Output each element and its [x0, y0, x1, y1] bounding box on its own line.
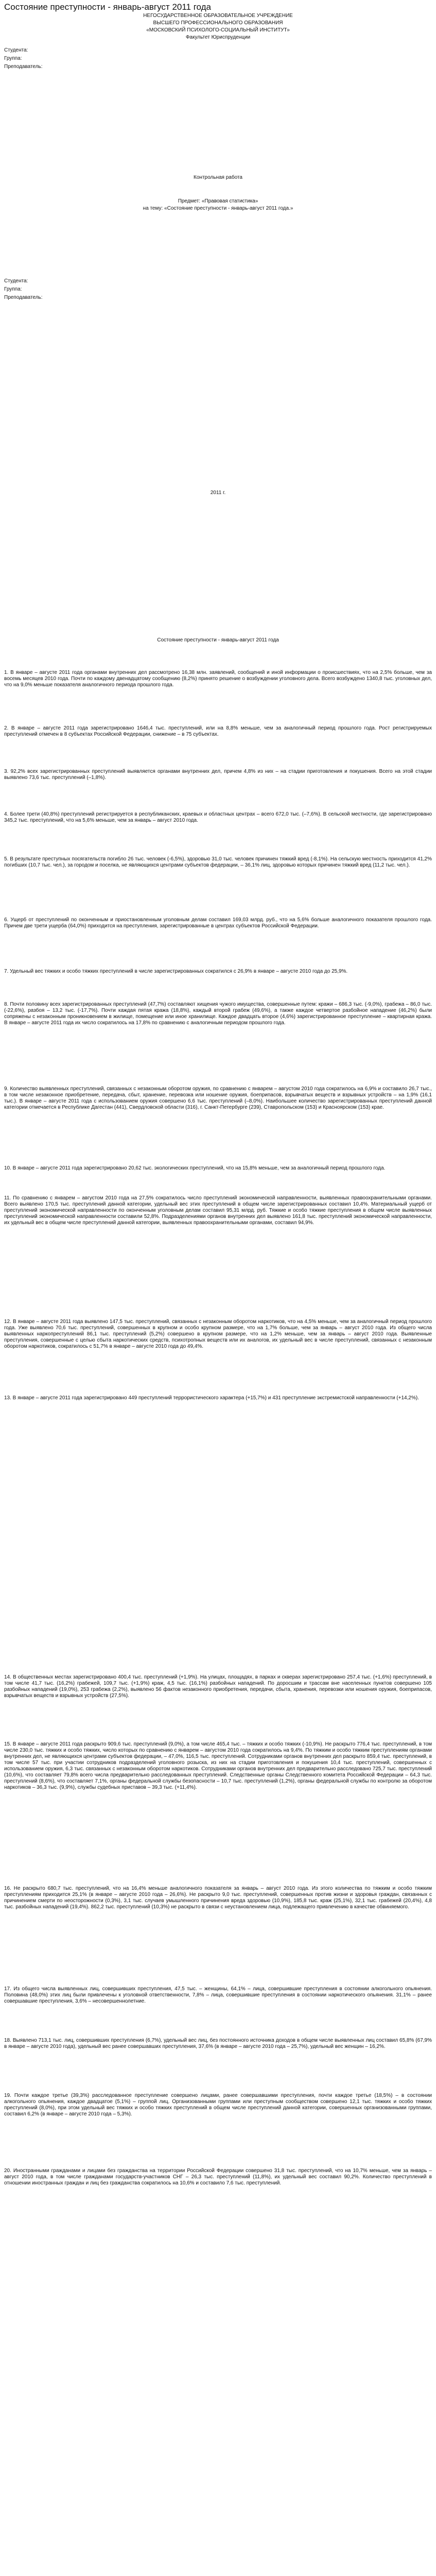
paragraph-6: 6. Ущерб от преступлений по оконченным и приостановленным уголовным делам составил 169,03 млрд. руб., что на 5,6% больше аналогичного показателя прошлого года. Причем две трети ущерба (64,0%) приходится на преступления, зарегистрированные в центрах субъектов Российской Федерации.: [4, 917, 432, 929]
paragraph-8: 8. Почти половину всех зарегистрированных преступлений (47,7%) составляют хищения чужого имущества, совершенные путем: кражи – 686,3 тыс. (-9,0%), грабежа – 86,0 тыс. (-22,6%), разбоя – 13,2 тыс. (-17,7%). Почти каждая пятая кража (18,8%), каждый второй грабеж (49,6%), а также каждое четвертое разбойное нападение (46,2%) были сопряжены с незаконным проникновением в жилище, помещение или иное хранилище. Каждое двадцать второе (4,6%) зарегистрированное преступление – квартирная кража. В январе – августе 2011 года их число сократилось на 17,8% по сравнению с аналогичным периодом прошлого года.: [4, 1002, 432, 1026]
paragraph-4: 4. Более трети (40,8%) преступлений регистрируется в республиканских, краевых и областных центрах – всего 672,0 тыс. (–7,6%). В сельской местности, где зарегистрировано 345,2 тыс. преступлений, что на 5,6% меньше, чем за январь – август 2010 года.: [4, 811, 432, 823]
paragraph-9: 9. Количество выявленных преступлений, связанных с незаконным оборотом оружия, по сравнению с январем – августом 2010 года сократилось на 6,9% и составило 26,7 тыс., в том числе незаконное приобретение, передача, сбыт, хранение, перевозка или ношение оружия, боеприпасов, взрывчатых веществ и взрывных устройств – на 1,9% (16,1 тыс.). В январе – августе 2011 года с использованием оружия совершено 6,6 тыс. преступлений (–8,0%). Наибольшее количество зарегистрированных преступлений данной категории отмечается в Республике Дагестан (441), Свердловской области (316), г. Санкт-Петербурге (239), Ставропольском (153) и Красноярском (153) крае.: [4, 1086, 432, 1110]
paragraph-19: 19. Почти каждое третье (39,3%) расследованное преступление совершено лицами, ранее совершавшими преступления, почти каждое третье (18,5%) – в состоянии алкогольного опьянения, каждое двадцатое (5,1%) – группой лиц. Организованными группами или преступным сообществом совершено 12,1 тыс. тяжких и особо тяжких преступлений (8,0%), при этом удельный вес тяжких и особо тяжких преступлений в общем числе преступлений данной категории, совершенных организованными группами, составил 6,2% (в январе – августе 2010 года – 5,3%).: [4, 2093, 432, 2117]
teacher-field-top: Преподаватель:: [4, 64, 43, 70]
subject: Предмет: «Правовая статистика»: [178, 198, 258, 204]
student-field: Студента:: [4, 278, 28, 284]
paragraph-15: 15. В январе – августе 2011 года раскрыто 909,6 тыс. преступлений (9,0%), а том числе 465,4 тыс. – тяжких и особо тяжких (-10,9%). Не раскрыто 776,4 тыс. преступлений, в том числе 230,0 тыс. тяжких и особо тяжких, число которых по сравнению с январем – августом 2010 года сократилось на 9,4%. По тяжким и особо тяжким преступлениям органами внутренних дел, не являющихся центрами субъектов федерации, – 47,0%, 116,5 тыс. преступлений. Сотрудниками органов внутренних дел раскрыто 859,4 тыс. преступлений, в том числе 57 тыс. при участии сотрудников подразделений уголовного розыска, из них на стадии приготовления и покушения 10,4 тыс. преступлений, совершенных с использованием оружия, 6,3 тыс. связанных с незаконным оборотом наркотиков. Сотрудниками органов внутренних дел предварительно расследовано 725,7 тыс. преступлений (10,6%), что составляет 79,8% всего числа предварительно расследованных преступлений. Следственные органы Следственного комитета Российской Федерации – 64,3 тыс. преступлений (8,6%), что составляет 7,1%, органы федеральной службы безопасности – 10,7 тыс. преступлений (1,2%), органы федеральной службы по контролю за оборотом наркотиков – 36,3 тыс. (9,9%), службы судебных приставов – 39,3 тыс. (+11,4%).: [4, 1741, 432, 1790]
institution-header: [0, 12, 436, 41]
paragraph-5: 5. В результате преступных посягательств погибло 26 тыс. человек (-6,5%), здоровью 31,0 тыс. человек причинен тяжкий вред (-8,1%). На сельскую местность приходится 41,2% погибших (10,7 тыс. чел.), за городом и поселка, не являющихся центрами субъектов федерации, – 36,1% лиц, здоровью которых причинен тяжкий вред (11,2 тыс. чел.).: [4, 856, 432, 868]
year: 2011 г.: [210, 490, 226, 496]
paragraph-13: 13. В январе – августе 2011 года зарегистрировано 449 преступлений террористического характера (+15,7%) и 431 преступление экстремистской направленности (+14,2%).: [4, 1395, 419, 1401]
header-line: ВЫСШЕГО ПРОФЕССИОНАЛЬНОГО ОБРАЗОВАНИЯ: [153, 20, 283, 26]
paragraph-1: 1. В январе – августе 2011 года органами внутренних дел рассмотрено 16,38 млн. заявлений, сообщений и иной информации о происшествиях, что на 2,5% больше, чем за восемь месяцев 2010 года. Почти по каждому двенадцатому сообщению (8,2%) принято решение о возбуждении уголовного дела. Всего возбуждено 1340,8 тыс. уголовных дел, что на 9,0% меньше показателя аналогичного периода прошлого года.: [4, 670, 432, 688]
paragraph-11: 11. По сравнению с январем – августом 2010 года на 27,5% сократилось число преступлений экономической направленности, выявленных правоохранительными органами. Всего выявлено 170,5 тыс. преступлений данной категории, удельный вес этих преступлений в общем числе зарегистрированных составил 10,4%. Материальный ущерб от преступлений экономической направленности по оконченным уголовным делам составил 95,31 млрд. руб. Тяжкие и особо тяжкие преступления в общем числе выявленных преступлений экономической направленности составили 52,8%. Подразделениями органов внутренних дел выявлено 161,8 тыс. преступлений экономической направленности, их удельный вес в общем числе преступлений данной категории, выявленных правоохранительными органами, составил 94,9%.: [4, 1195, 432, 1226]
header-line: НЕГОСУДАРСТВЕННОЕ ОБРАЗОВАТЕЛЬНОЕ УЧРЕЖДЕНИЕ: [143, 13, 293, 19]
paragraph-3: 3. 92,2% всех зарегистрированных преступлений выявляется органами внутренних дел, причем 4,8% из них – на стадии приготовления и покушения. Всего на этой стадии выявлено 73,6 тыс. преступлений (–1,8%).: [4, 769, 432, 781]
document-title: Состояние преступности - январь-август 2011 года: [4, 2, 212, 12]
paragraph-18: 18. Выявлено 713,1 тыс. лиц, совершивших преступления (6,7%), удельный вес лиц, без постоянного источника доходов в общем числе выявленных лиц составил 65,8% (67,9% в январе – августе 2010 года), удельный вес ранее совершавших преступления, 37,6% (в январе – августе 2010 года – 25,7%), удельный вес женщин – 16,2%.: [4, 2038, 432, 2049]
group-field-top: Группа:: [4, 56, 22, 61]
paragraph-2: 2. В январе – августе 2011 года зарегистрировано 1646,4 тыс. преступлений, или на 8,8% меньше, чем за аналогичный период прошлого года. Рост регистрируемых преступлений отмечен в 8 субъектах Российской Федерации, снижение – в 75 субъектах.: [4, 725, 432, 737]
paragraph-17: 17. Из общего числа выявленных лиц, совершивших преступления, 47,5 тыс. – женщины, 64,1% – лица, совершившие преступления в состоянии алкогольного опьянения. Половина (48,0%) этих лиц были привлечены к уголовной ответственности, 7,8% – лица, совершившие преступления в состоянии наркотического опьянения. 31,1% – ранее совершавшие преступления, 3,6% – несовершеннолетние.: [4, 1986, 432, 2004]
paragraph-14: 14. В общественных местах зарегистрировано 400,4 тыс. преступлений (+1,9%). На улицах, площадях, в парках и скверах зарегистрировано 257,4 тыс. (+1,6%) преступлений, в том числе 41,7 тыс. (16,2%) грабежей, 109,7 тыс. (+1,9%) краж, 4,5 тыс. (16,1%) разбойных нападений. По доросшим и трассам вне населенных пунктов совершено 105 разбойных нападений (19,0%), 253 грабежа (2,2%), выявлено 56 фактов незаконного приобретения, передачи, сбыта, хранения, перевозки или ношения оружия, боеприпасов, взрывчатых веществ и взрывных устройств (27,5%).: [4, 1674, 432, 1699]
group-field: Группа:: [4, 286, 22, 292]
paragraph-7: 7. Удельный вес тяжких и особо тяжких преступлений в числе зарегистрированных сократился с 26,9% в январе – августе 2010 года до 25,9%.: [4, 969, 348, 974]
paragraph-12: 12. В январе – августе 2011 года выявлено 147,5 тыс. преступлений, связанных с незаконным оборотом наркотиков, что на 4,5% меньше, чем за аналогичный период прошлого года. Уже выявлено 70,6 тыс. преступлений, совершенных в крупном и особо крупном размере, что на 1,7% больше, чем за январь – август 2010 года. Из общего числа выявленных наркопреступлений 86,1 тыс. преступлений (5,2%) совершено в крупном размере, что на 1,2% меньше, чем за январь – август 2010 года. Выявленные преступления, совершенные с целью сбыта наркотических средств, психотропных веществ или их аналогов, их удельный вес в числе преступлений, связанных с незаконным оборотом наркотиков, сократилось с 51,7% в январе – августе 2010 года до 49,4%.: [4, 1319, 432, 1349]
student-field-top: Студента:: [4, 47, 28, 53]
paragraph-10: 10. В январе – августе 2011 года зарегистрировано 20,62 тыс. экологических преступлений, что на 15,8% меньше, чем за аналогичный период прошлого года.: [4, 1165, 386, 1171]
paragraph-20: 20. Иностранными гражданами и лицами без гражданства на территории Российской Федерации совершено 31,8 тыс. преступлений, что на 10,7% меньше, чем за январь – август 2010 года, в том числе гражданами государств-участников СНГ – 26,3 тыс. преступлений (11,8%), их удельный вес составил 90,2%. Количество преступлений в отношении иностранных граждан и лиц без гражданства сократилось на 10,6% и составило 7,6 тыс. преступлений.: [4, 2168, 432, 2186]
section-title: Состояние преступности - январь-август 2011 года: [157, 637, 279, 643]
header-line: Факультет Юриспруденции: [185, 35, 251, 40]
topic: на тему: «Состояние преступности - январь-август 2011 года.»: [143, 206, 293, 211]
work-type: Контрольная работа: [194, 175, 242, 180]
header-line: «МОСКОВСКИЙ ПСИХОЛОГО-СОЦИАЛЬНЫЙ ИНСТИТУТ»: [146, 27, 290, 33]
teacher-field: Преподаватель:: [4, 295, 43, 300]
paragraph-16: 16. Не раскрыто 680,7 тыс. преступлений, что на 16,4% меньше аналогичного показателя за январь – август 2010 года. Из этого количества по тяжким и особо тяжким преступлениям приходится 25,1% (в январе – августе 2010 года – 26,6%). Не раскрыто 9,0 тыс. преступлений, совершенных против жизни и здоровья граждан, связанных с причинением смерти по неосторожности (0,3%), 3,1 тыс. случаев умышленного причинения вреда здоровью (10,9%), 185,8 тыс. краж (25,1%), 32,1 тыс. грабежей (20,4%), 4,8 тыс. разбойных нападений (19,4%). 862,2 тыс. преступлений (10,3%) не раскрыто в связи с неустановлением лица, подлежащего привлечению в качестве обвиняемого.: [4, 1886, 432, 1910]
